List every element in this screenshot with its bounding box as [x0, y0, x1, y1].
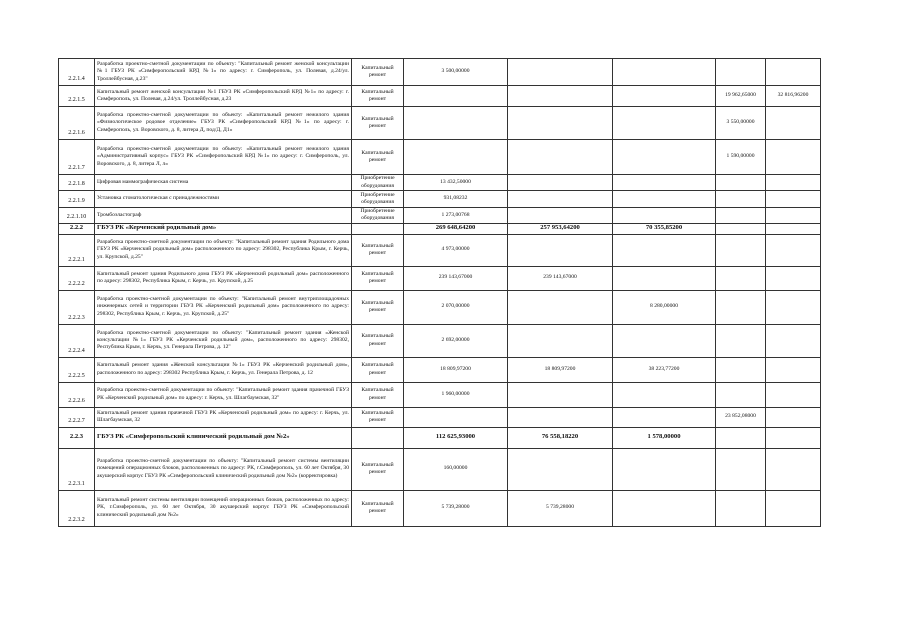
row-description: Цифровая маммографическая система [95, 175, 352, 191]
row-value-5 [766, 382, 821, 407]
row-description: Разработка проектно-сметной документации по объекту: "Капитальный ремонт здания «Женской консультации №1» ГБУЗ РК «Керченский родильный дом», расположенного по адресу: 298302, Республика Крым, г. Керчь, ул. Генерала Петрова, д. 12" [95, 324, 352, 357]
row-description: Разработка проектно-сметной документации по объекту: «Капитальный ремонт нежилого здания «Физиологическое родовое отделение» ГБУЗ РК «Симферопольский КРД №1» по адресу: г. Симферополь, ул. Воровского, д. 8, литера Д, под/Д, Д1» [95, 107, 352, 140]
row-value-2 [508, 140, 613, 175]
row-code: 2.2.3.1 [59, 448, 95, 490]
row-value-3 [613, 59, 716, 86]
row-value-4 [716, 357, 766, 382]
row-value-5 [766, 427, 821, 448]
row-value-2 [508, 448, 613, 490]
row-value-3 [613, 234, 716, 266]
row-value-5: 32 816,96200 [766, 86, 821, 107]
row-value-5 [766, 191, 821, 208]
table-row [59, 59, 821, 86]
row-code: 2.2.1.7 [59, 140, 95, 175]
row-code: 2.2.2.4 [59, 324, 95, 357]
row-value-3 [613, 448, 716, 490]
row-value-4 [716, 382, 766, 407]
row-description: Капитальный ремонт здания Родильного дома ГБУЗ РК «Керченский родильный дом» расположенного по адресу: 298302, Республика Крым, г. Керчь, ул. Крупской, д.25 [95, 266, 352, 290]
row-value-4 [716, 448, 766, 490]
row-work-type: Капитальный ремонт [352, 234, 404, 266]
row-value-3 [613, 208, 716, 224]
row-value-5 [766, 357, 821, 382]
row-work-type [352, 223, 404, 234]
row-value-2 [508, 407, 613, 427]
row-value-1: 1 960,00000 [404, 382, 508, 407]
row-code: 2.2.2.7 [59, 407, 95, 427]
row-value-3 [613, 107, 716, 140]
row-value-2: 257 953,64200 [508, 223, 613, 234]
row-value-3 [613, 140, 716, 175]
row-work-type: Капитальный ремонт [352, 324, 404, 357]
row-value-1: 112 625,93000 [404, 427, 508, 448]
row-code: 2.2.2.3 [59, 290, 95, 324]
row-value-2 [508, 191, 613, 208]
table-row [59, 448, 821, 490]
row-description: Разработка проектно-сметной документации по объекту: "Капитальный ремонт здания прачечной ГБУЗ РК «Керченский родильный дом» по адресу: г. Керчь, ул. Шлагбаумская, 32" [95, 382, 352, 407]
row-description: Тромбоэластограф [95, 208, 352, 224]
row-value-1: 1 273,00768 [404, 208, 508, 224]
row-value-2 [508, 208, 613, 224]
table-row [59, 357, 821, 382]
row-description: Разработка проектно-сметной документации по объекту: «Капитальный ремонт нежилого здания «Административный корпус» ГБУЗ РК «Симферопольский КРД №1» по адресу: г. Симферополь, ул. Воровского, д. 8, литера Л, л» [95, 140, 352, 175]
row-code: 2.2.1.9 [59, 191, 95, 208]
row-work-type: Капитальный ремонт [352, 107, 404, 140]
row-value-3: 38 223,77200 [613, 357, 716, 382]
row-value-4: 19 962,65000 [716, 86, 766, 107]
row-value-2 [508, 59, 613, 86]
row-value-1: 4 973,00000 [404, 234, 508, 266]
row-value-2: 76 558,18220 [508, 427, 613, 448]
table-row [59, 208, 821, 224]
row-code: 2.2.2 [59, 223, 95, 234]
table-row [59, 140, 821, 175]
row-value-5 [766, 448, 821, 490]
row-value-3 [613, 191, 716, 208]
row-value-5 [766, 208, 821, 224]
row-value-5 [766, 290, 821, 324]
row-description: Разработка проектно-сметной документации по объекту: "Капитальный ремонт женской консультации №1 ГБУЗ РК «Симферопольский КРД №1» по адресу: г. Симферополь, ул. Полевая, д.24/ул. Троллейбусная, д.23" [95, 59, 352, 86]
row-work-type: Капитальный ремонт [352, 407, 404, 427]
row-work-type: Капитальный ремонт [352, 59, 404, 86]
row-value-4 [716, 191, 766, 208]
table-row [59, 290, 821, 324]
row-value-5 [766, 490, 821, 526]
row-value-5 [766, 107, 821, 140]
row-value-5 [766, 324, 821, 357]
row-value-4: 23 852,08000 [716, 407, 766, 427]
row-work-type: Капитальный ремонт [352, 357, 404, 382]
row-value-1: 3 500,00000 [404, 59, 508, 86]
row-code: 2.2.3.2 [59, 490, 95, 526]
row-value-3 [613, 86, 716, 107]
row-code: 2.2.3 [59, 427, 95, 448]
row-value-2 [508, 290, 613, 324]
row-value-5 [766, 266, 821, 290]
row-work-type: Капитальный ремонт [352, 448, 404, 490]
row-value-1: 18 809,97200 [404, 357, 508, 382]
row-value-2: 239 143,67000 [508, 266, 613, 290]
table-body [59, 59, 821, 527]
row-code: 2.2.2.2 [59, 266, 95, 290]
row-value-4 [716, 427, 766, 448]
table-row [59, 175, 821, 191]
row-code: 2.2.1.10 [59, 208, 95, 224]
row-value-2 [508, 382, 613, 407]
row-value-1 [404, 107, 508, 140]
row-work-type: Капитальный ремонт [352, 140, 404, 175]
row-value-4 [716, 490, 766, 526]
row-value-5 [766, 234, 821, 266]
table-row [59, 490, 821, 526]
row-code: 2.2.2.1 [59, 234, 95, 266]
table-row [59, 107, 821, 140]
row-value-3 [613, 382, 716, 407]
row-description: Капитальный ремонт системы вентиляции помещений операционных блоков, расположенных по адресу: РК, г.Симферополь, ул. 60 лет Октября, 30 акушерский корпус ГБУЗ РК «Симферопольский клинический родильный дом №2» [95, 490, 352, 526]
row-work-type: Капитальный ремонт [352, 290, 404, 324]
row-value-2 [508, 324, 613, 357]
row-value-1: 2 692,00000 [404, 324, 508, 357]
row-value-3: 1 578,00000 [613, 427, 716, 448]
row-description: Капитальный ремонт здания «Женской консультации №1» ГБУЗ РК «Керченский родильный дом», расположенного по адресу: 298302 Республика Крым, г. Керчь, ул. Генерала Петрова, д. 12 [95, 357, 352, 382]
row-work-type: Приобретение оборудования [352, 208, 404, 224]
row-description: Разработка проектно-сметной документации по объекту: "Капитальный ремонт здания Родильного дома ГБУЗ РК «Керченский родильный дом» расположенного по адресу: 298302, Республика Крым, г. Керчь, ул. Крупской, д.25" [95, 234, 352, 266]
row-description: Разработка проектно-сметной документации по объекту: "Капитальный ремонт системы вентиляции помещений операционных блоков, расположенных по адресу: РК, г.Симферополь, ул. 60 лет Октября, 30 акушерский корпус ГБУЗ РК «Симферопольский клинический родильный дом №2» (корректировка) [95, 448, 352, 490]
row-code: 2.2.1.4 [59, 59, 95, 86]
table-row [59, 86, 821, 107]
row-value-1: 931,08232 [404, 191, 508, 208]
row-value-4 [716, 266, 766, 290]
table-row [59, 191, 821, 208]
table-row [59, 234, 821, 266]
row-value-3 [613, 407, 716, 427]
row-value-4 [716, 223, 766, 234]
budget-table [58, 58, 821, 527]
row-value-4 [716, 290, 766, 324]
row-value-4 [716, 208, 766, 224]
row-value-2 [508, 107, 613, 140]
row-value-3 [613, 175, 716, 191]
row-value-5 [766, 175, 821, 191]
document-sheet [58, 58, 820, 527]
row-work-type [352, 427, 404, 448]
row-value-1 [404, 86, 508, 107]
row-value-4: 3 550,00000 [716, 107, 766, 140]
row-value-3: 70 355,85200 [613, 223, 716, 234]
row-value-4 [716, 234, 766, 266]
row-code: 2.2.2.6 [59, 382, 95, 407]
row-value-4 [716, 324, 766, 357]
table-row [59, 407, 821, 427]
table-row [59, 382, 821, 407]
row-code: 2.2.1.8 [59, 175, 95, 191]
row-value-5 [766, 59, 821, 86]
row-value-3 [613, 266, 716, 290]
row-code: 2.2.1.6 [59, 107, 95, 140]
row-value-4 [716, 175, 766, 191]
row-value-5 [766, 407, 821, 427]
row-value-1: 2 070,00000 [404, 290, 508, 324]
row-value-1: 239 143,67000 [404, 266, 508, 290]
row-value-2: 5 739,28000 [508, 490, 613, 526]
row-code: 2.2.2.5 [59, 357, 95, 382]
table-group-row [59, 427, 821, 448]
row-value-5 [766, 223, 821, 234]
row-description: Капитальный ремонт здания прачечной ГБУЗ РК «Керченский родильный дом» по адресу: г. Керчь, ул. Шлагбаумская, 32 [95, 407, 352, 427]
row-value-3 [613, 490, 716, 526]
row-description: Капитальный ремонт женской консультации №1 ГБУЗ РК «Симферопольский КРД №1» по адресу: г. Симферополь, ул. Полевая, д.24/ул. Троллейбусная, д.23 [95, 86, 352, 107]
row-description: ГБУЗ РК «Симферопольский клинический родильный дом №2» [95, 427, 352, 448]
row-work-type: Капитальный ремонт [352, 382, 404, 407]
row-work-type: Капитальный ремонт [352, 266, 404, 290]
row-value-2 [508, 86, 613, 107]
row-work-type: Приобретение оборудования [352, 175, 404, 191]
row-work-type: Капитальный ремонт [352, 86, 404, 107]
row-value-2: 18 809,97200 [508, 357, 613, 382]
row-description: Установка стоматологическая с принадлежностями [95, 191, 352, 208]
row-value-1: 5 739,28000 [404, 490, 508, 526]
row-value-4: 1 590,00000 [716, 140, 766, 175]
row-value-2 [508, 175, 613, 191]
row-value-1 [404, 140, 508, 175]
row-value-4 [716, 59, 766, 86]
row-work-type: Приобретение оборудования [352, 191, 404, 208]
table-row [59, 266, 821, 290]
row-value-2 [508, 234, 613, 266]
row-work-type: Капитальный ремонт [352, 490, 404, 526]
row-value-1: 160,00000 [404, 448, 508, 490]
row-description: Разработка проектно-сметной документации по объекту: "Капитальный ремонт внутриплощадочных инженерных сетей и территории ГБУЗ РК «Керченский родильный дом» расположенного по адресу: 298302, Республика Крым, г. Керчь, ул. Крупской, д.25" [95, 290, 352, 324]
row-value-5 [766, 140, 821, 175]
row-value-1: 13 432,50000 [404, 175, 508, 191]
row-value-3 [613, 324, 716, 357]
row-description: ГБУЗ РК «Керченский родильный дом» [95, 223, 352, 234]
row-value-3: 8 280,00000 [613, 290, 716, 324]
table-group-row [59, 223, 821, 234]
row-code: 2.2.1.5 [59, 86, 95, 107]
table-row [59, 324, 821, 357]
row-value-1: 269 648,64200 [404, 223, 508, 234]
row-value-1 [404, 407, 508, 427]
